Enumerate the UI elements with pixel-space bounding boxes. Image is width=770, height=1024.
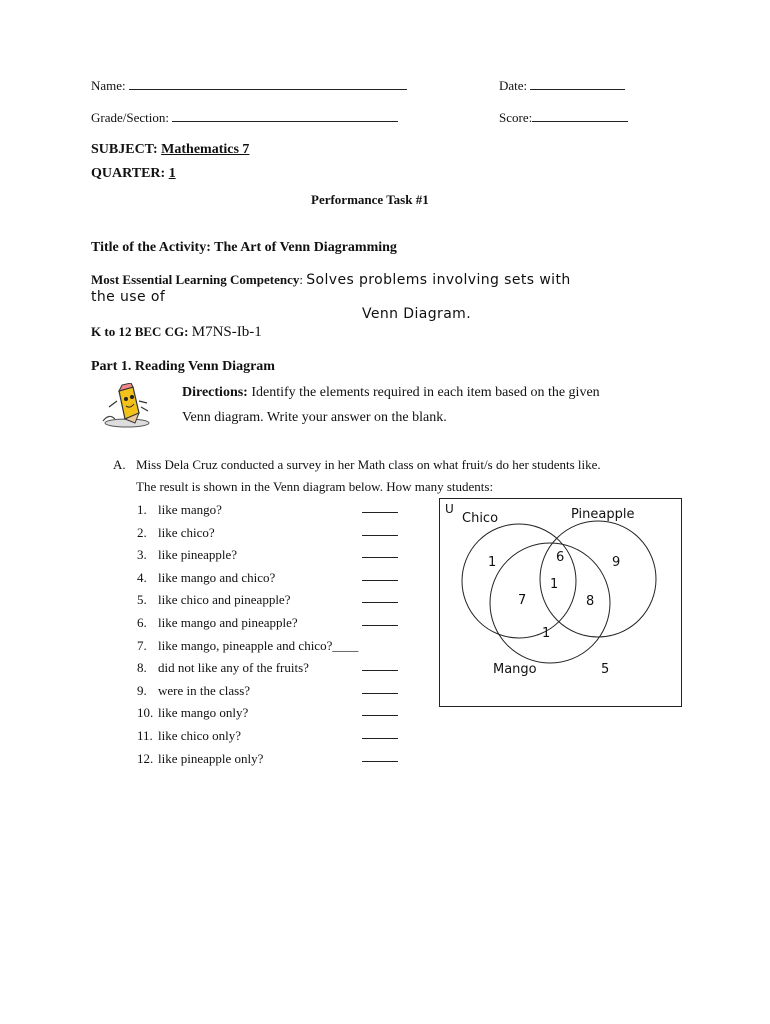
subject-row — [91, 142, 249, 158]
task-title: Performance Task #1 — [311, 192, 429, 207]
quarter-value: 1 — [168, 166, 176, 181]
question-number: 10. — [137, 705, 154, 720]
problem-line1: Miss Dela Cruz conducted a survey in her Math class on what fruit/s do her students like. — [136, 457, 601, 472]
quarter-label: QUARTER: — [91, 166, 166, 181]
answer-blank[interactable] — [362, 660, 398, 671]
question-item — [137, 525, 215, 541]
problem-line2: The result is shown in the Venn diagram below. How many students: — [136, 479, 494, 494]
universal-label: U — [445, 502, 454, 516]
region-pineapple-only: 9 — [612, 555, 621, 570]
directions-label: Directions: — [182, 385, 248, 400]
question-item — [137, 638, 358, 654]
label-mango: Mango — [493, 662, 537, 677]
answer-blank[interactable] — [362, 728, 398, 739]
question-item — [137, 615, 298, 631]
activity-title: Title of the Activity: The Art of Venn Diagramming — [91, 240, 397, 255]
answer-blank[interactable] — [362, 502, 398, 513]
pencil-mascot-icon — [95, 383, 157, 429]
answer-blank[interactable] — [362, 570, 398, 581]
region-chico-mango: 7 — [518, 593, 527, 608]
score-label: Score: — [499, 110, 533, 125]
question-item — [137, 728, 241, 744]
score-line — [532, 110, 628, 122]
directions-line1 — [182, 385, 600, 401]
date-field[interactable] — [499, 78, 625, 94]
question-number: 2. — [137, 525, 147, 540]
melc-label: Most Essential Learning Competency — [91, 272, 300, 287]
label-pineapple: Pineapple — [571, 507, 635, 522]
question-text: like chico only? — [158, 728, 242, 743]
question-text: like pineapple only? — [158, 751, 264, 766]
question-text: like chico and pineapple? — [158, 592, 291, 607]
question-text: like mango, pineapple and chico?____ — [158, 638, 359, 653]
answer-blank[interactable] — [362, 525, 398, 536]
region-pineapple-mango: 8 — [586, 594, 595, 609]
answer-blank[interactable] — [362, 615, 398, 626]
answer-blank[interactable] — [362, 592, 398, 603]
question-number: 6. — [137, 615, 147, 630]
question-text: like mango only? — [158, 705, 249, 720]
part1-title: Part 1. Reading Venn Diagram — [91, 359, 275, 374]
date-line — [530, 78, 625, 90]
question-text: like mango and pineapple? — [158, 615, 298, 630]
question-number: 7. — [137, 638, 147, 653]
question-number: 3. — [137, 547, 147, 562]
region-chico-pineapple: 6 — [556, 550, 565, 565]
melc-text-line2: the use of — [91, 289, 166, 305]
question-item — [137, 547, 237, 563]
answer-blank[interactable] — [362, 705, 398, 716]
question-text: did not like any of the fruits? — [158, 660, 309, 675]
cg-row — [91, 324, 262, 341]
quarter-row — [91, 166, 176, 182]
question-item — [137, 570, 275, 586]
directions-line2: Venn diagram. Write your answer on the blank. — [182, 410, 447, 425]
question-number: 1. — [137, 502, 147, 517]
problem-letter: A. — [113, 457, 126, 472]
question-number: 5. — [137, 592, 147, 607]
question-text: were in the class? — [158, 683, 251, 698]
name-label: Name: — [91, 78, 126, 93]
name-line — [129, 78, 407, 90]
region-chico-only: 1 — [488, 555, 497, 570]
question-number: 9. — [137, 683, 147, 698]
cg-label: K to 12 BEC CG: — [91, 324, 189, 339]
subject-value: Mathematics 7 — [161, 142, 250, 157]
question-text: like mango? — [158, 502, 222, 517]
label-chico: Chico — [462, 511, 499, 526]
answer-blank[interactable] — [362, 751, 398, 762]
question-number: 4. — [137, 570, 147, 585]
melc-line1 — [91, 272, 571, 288]
name-field[interactable] — [91, 78, 407, 94]
grade-line — [172, 110, 398, 122]
venn-svg — [440, 499, 683, 708]
circle-chico — [462, 524, 576, 638]
question-number: 11. — [137, 728, 153, 743]
question-item — [137, 683, 250, 699]
grade-field[interactable] — [91, 110, 398, 126]
melc-text-line3: Venn Diagram. — [362, 306, 472, 322]
region-outside: 5 — [601, 662, 610, 677]
cg-value: M7NS-Ib-1 — [191, 324, 262, 340]
directions-text1: Identify the elements required in each item based on the given — [251, 385, 600, 400]
score-field[interactable] — [499, 110, 628, 126]
question-item — [137, 502, 222, 518]
subject-label: SUBJECT: — [91, 142, 158, 157]
question-item — [137, 705, 248, 721]
melc-colon: : — [299, 272, 303, 287]
answer-blank[interactable] — [362, 683, 398, 694]
question-text: like pineapple? — [158, 547, 238, 562]
region-all-three: 1 — [550, 577, 559, 592]
question-number: 8. — [137, 660, 147, 675]
date-label: Date: — [499, 78, 528, 93]
venn-diagram — [439, 498, 682, 707]
question-item — [137, 592, 290, 608]
question-number: 12. — [137, 751, 154, 766]
question-text: like mango and chico? — [158, 570, 276, 585]
region-mango-only: 1 — [542, 626, 551, 641]
melc-text-line1: Solves problems involving sets with — [306, 272, 571, 288]
grade-label: Grade/Section: — [91, 110, 169, 125]
question-text: like chico? — [158, 525, 215, 540]
question-item — [137, 751, 263, 767]
answer-blank[interactable] — [362, 547, 398, 558]
question-item — [137, 660, 309, 676]
